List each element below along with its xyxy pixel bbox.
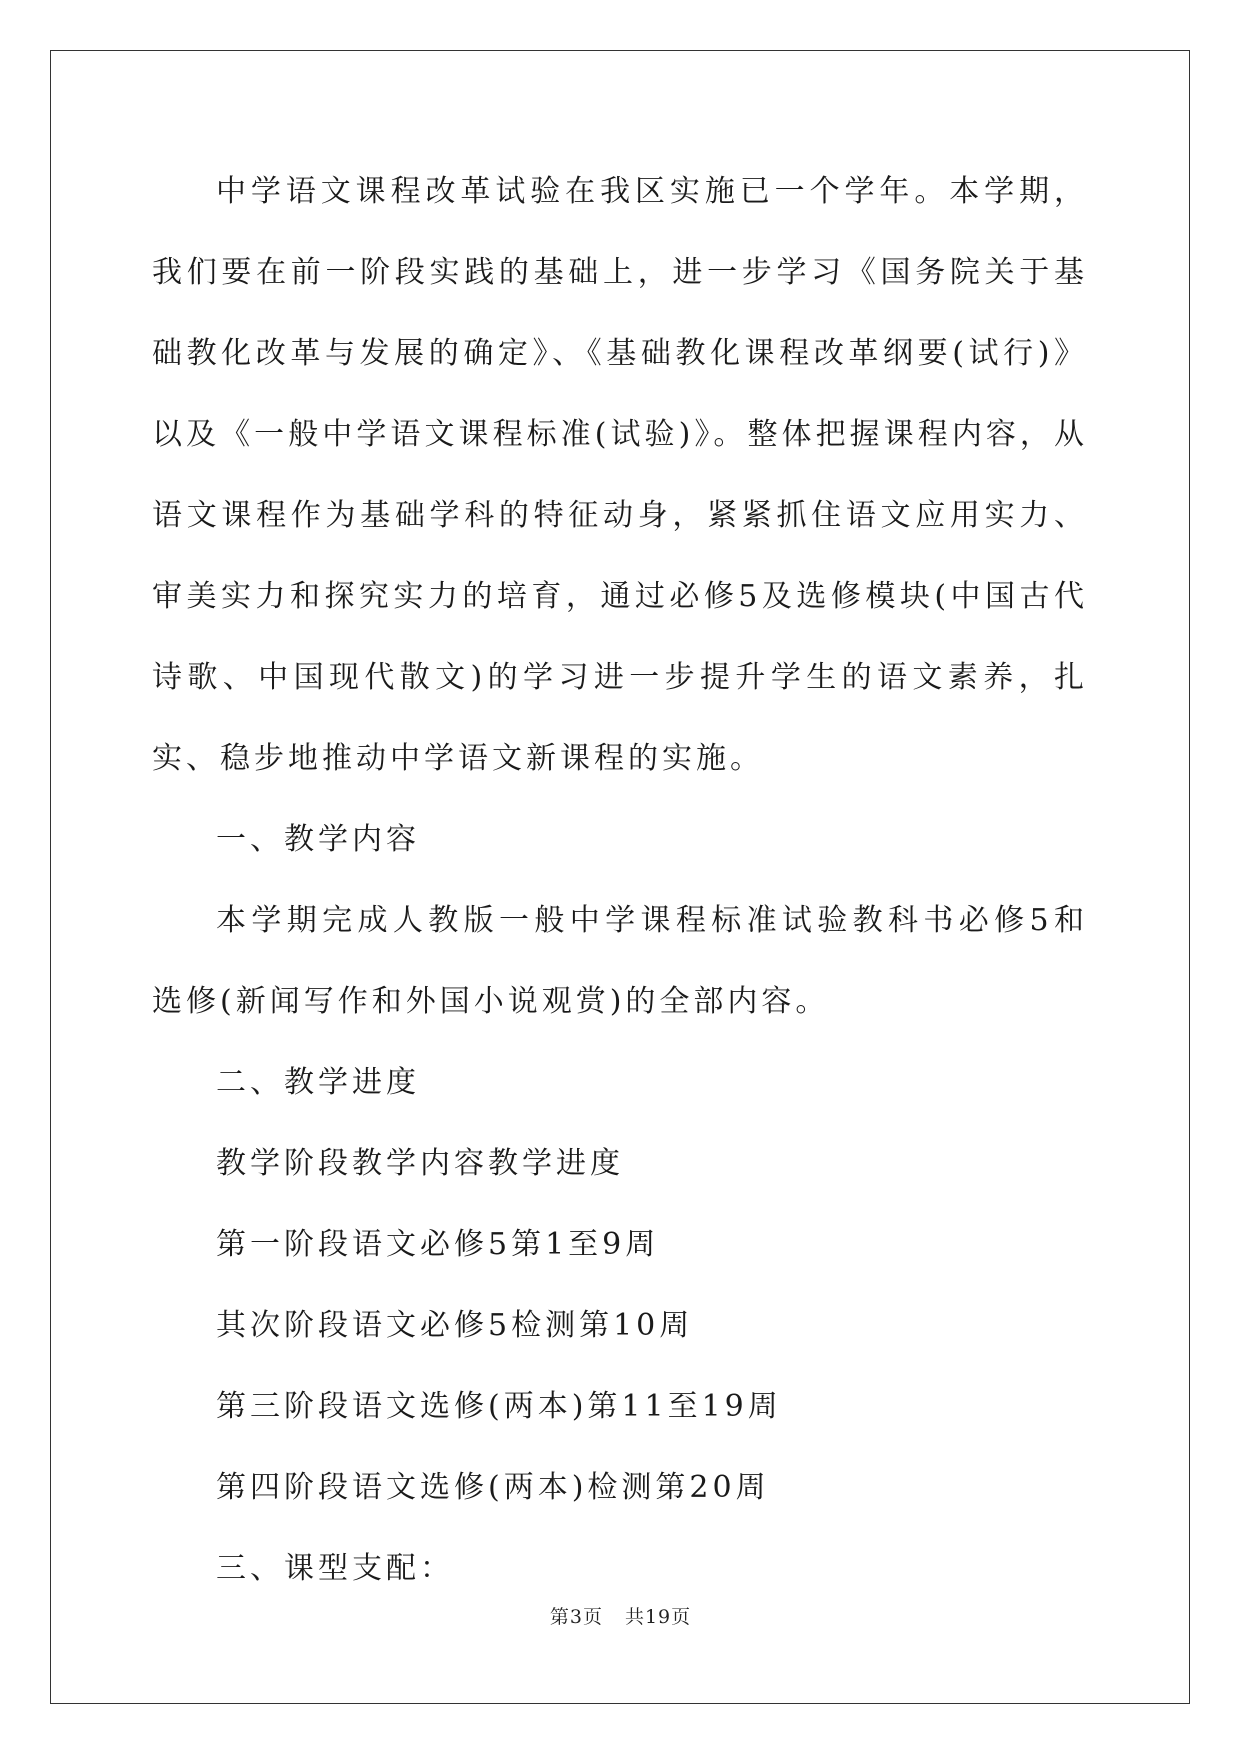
document-body [152,165,1088,1609]
page-total: 共19页 [624,1606,692,1628]
page-footer [0,1602,1241,1629]
schedule-line-stage-2: 其次阶段语文必修5检测第10周 [216,1308,694,1343]
section-heading-teaching-content: 一、教学内容 [216,822,420,857]
schedule-header-line: 教学阶段教学内容教学进度 [216,1146,624,1181]
schedule-line-stage-3: 第三阶段语文选修(两本)第11至19周 [216,1389,782,1424]
section-heading-teaching-schedule: 二、教学进度 [216,1065,420,1100]
teaching-content-paragraph: 本学期完成人教版一般中学课程标准试验教科书必修5和选修(新闻写作和外国小说观赏)的全部内容。 [152,903,1088,1019]
schedule-line-stage-4: 第四阶段语文选修(两本)检测第20周 [216,1470,770,1505]
page-number: 第3页 [549,1606,603,1628]
section-heading-class-arrangement: 三、课型支配： [216,1551,454,1586]
schedule-line-stage-1: 第一阶段语文必修5第1至9周 [216,1227,660,1262]
intro-paragraph: 中学语文课程改革试验在我区实施已一个学年。本学期，我们要在前一阶段实践的基础上，进一步学习《国务院关于基础教化改革与发展的确定》、《基础教化课程改革纲要(试行)》以及《一般中学语文课程标准(试验)》。整体把握课程内容，从语文课程作为基础学科的特征动身，紧紧抓住语文应用实力、审美实力和探究实力的培育，通过必修5及选修模块(中国古代诗歌、中国现代散文)的学习进一步提升学生的语文素养，扎实、稳步地推动中学语文新课程的实施。 [152,174,1088,776]
